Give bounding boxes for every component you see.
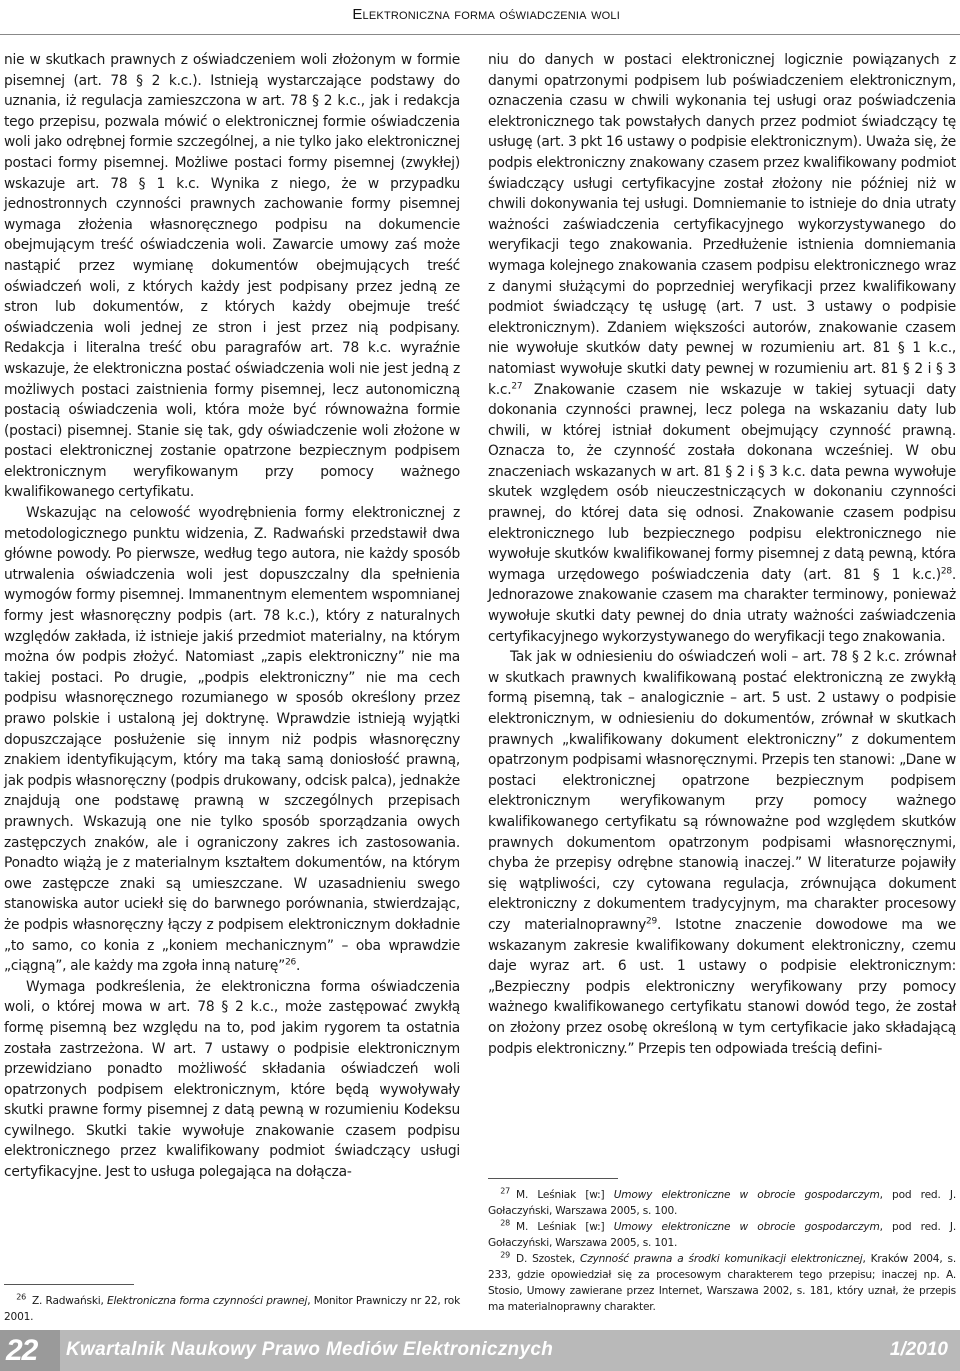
paragraph: Wymaga podkreślenia, że elektroniczna forma oświadczenia woli, o której mowa w art. 78 § 2 k.c., może zastępować zwykłą formę pisemną bez względu na to, pod jakim rygorem ta ostatnia została zastrzeżona. W art. 7 ustawy o podpisie elektronicznym przewidziano ponadto możliwość składania oświadczeń woli opatrzonych podpisem elektronicznym, które będą wywoływały skutki prawne formy pisemnej z datą pewną w rozumieniu Kodeksu cywilnego. Skutki takie wywołuje znakowanie czasem podpisu elektronicznego przez kwalifikowany podmiot świadczący usługi certyfikacyjne. Jest to usługa polegająca na dołącza- <box>4 978 460 1181</box>
footnote-ref[interactable]: 27 <box>511 380 523 391</box>
right-column <box>488 50 956 1059</box>
running-head: Elektroniczna forma oświadczenia woli <box>352 6 620 23</box>
page-number: 22 <box>6 1334 38 1367</box>
footnote-rest: , pod red. J. Gołaczyński, Warszawa 2005, s. 101. <box>488 1221 956 1249</box>
footnotes-left <box>4 1284 460 1325</box>
journal-title: Kwartalnik Naukowy Prawo Mediów Elektronicznych <box>66 1339 554 1360</box>
paragraph <box>488 50 956 647</box>
text-run: niu do danych w postaci elektronicznej logicznie powiązanych z danymi opatrzonymi podpisem lub poświadczeniem elektronicznym, oznaczenia czasu w chwili wykonania tej usługi oraz poświadczenia elektronicznego tak powstałych danych przez podmiot świadczący tę usługę (art. 3 pkt 16 ustawy o podpisie elektronicznym). Uważa się, że podpis elektroniczny znakowany czasem przez kwalifikowany podmiot świadczący usługi certyfikacyjne został złożony nie później niż w chwili dokonywania tej usługi. Domniemanie to istnieje do dnia utraty ważności zaświadczenia certyfikacyjnego wykorzystywanego do weryfikacji tego znakowania. Przedłużenie istnienia domniemania wymaga kolejnego znakowania czasem podpisu elektronicznego wraz z danymi służącymi do poprzedniej weryfikacji przez kwalifikowany podmiot świadczący tę usługę (art. 7 ust. 3 ustawy o podpisie elektronicznym). Zdaniem większości autorów, znakowanie czasem nie wywołuje skutków daty pewnej w rozumieniu art. 81 § 1 k.c., natomiast wywołuje skutki daty pewnej w rozumieniu art. 81 § 2 i § 3 k.c. <box>488 52 956 398</box>
footnotes-right <box>488 1178 956 1315</box>
footnote-title: Elektroniczna forma czynności prawnej <box>106 1295 308 1307</box>
text-run: Tak jak w odniesieniu do oświadczeń woli – art. 78 § 2 k.c. zrównał w skutkach prawnych kwalifikowaną postać elektroniczną ze zwykłą formą pisemną, tak – analogicznie – art. 5 ust. 2 ustawy o podpisie elektronicznym, w odniesieniu do dokumentów, zrównał w skutkach prawnych „kwalifikowany dokument elektroniczny” z dokumentem opatrzonym podpisami własnoręcznymi. Przepis ten stanowi: „Dane w postaci elektronicznej opatrzone bezpiecznym podpisem elektronicznym weryfikowanym przy pomocy ważnego kwalifikowanego certyfikatu są równoważne pod względem skutków prawnych dokumentom opatrzonym podpisami własnoręcznymi, chyba że przepisy odrębne stanowią inaczej.” W literaturze pojawiły się wątpliwości, czy cytowana regulacja, zrównująca dokument elektroniczny z dokumentem tradycyjnym, ma charakter procesowy czy materialnoprawny <box>488 649 956 933</box>
paragraph: nie w skutkach prawnych z oświadczeniem woli złożonym w formie pisemnej (art. 78 § 2 k.c.). Istnieją wystarczające podstawy do uznania, iż regulacja zamieszczona w art. 78 § 2 k.c., jak i redakcja tego przepisu, pozwala mówić o elektronicznej formie oświadczenia woli jako odrębnej formie szczególnej, a nie tylko jako elektronicznej postaci formy pisemnej. Możliwe postaci formy pisemnej (zwykłej) wskazuje art. 78 § 1 k.c. Wynika z niego, że w przypadku jednostronnych czynności prawnych zachowanie formy pisemnej wymaga złożenia własnoręcznego podpisu na dokumencie obejmującym treść oświadczenia woli. Zawarcie umowy zaś może nastąpić przez wymianę dokumentów obejmujących treść oświadczeń woli, z których każdy jest podpisany przez jedną ze stron lub dokumentów, z których każdy obejmuje treść oświadczenia woli jednej ze stron i jest przez nią podpisany. Redakcja i literalna treść obu paragrafów art. 78 k.c. wyraźnie wskazuje, że elektroniczna postać oświadczenia woli nie jest jedną z możliwych postaci zaistnienia formy pisemnej, lecz autonomiczną postacią oświadczenia woli, która może być równoważna formie (postaci) pisemnej. Stanie się tak, gdy oświadczenie woli złożone w postaci elektronicznej zostanie opatrzone bezpiecznym podpisem elektronicznym weryfikowanym przy pomocy ważnego kwalifikowanego certyfikatu. <box>4 52 460 501</box>
footnote-author: Z. Radwański, <box>32 1295 107 1307</box>
footnote-author: D. Szostek, <box>516 1253 581 1265</box>
footnote-number: 29 <box>500 1250 510 1260</box>
footnote-number: 28 <box>500 1218 510 1228</box>
issue-number: 1/2010 <box>889 1339 948 1360</box>
footnote-rule <box>488 1178 618 1179</box>
footnote-ref[interactable]: 29 <box>646 916 657 927</box>
footnote-rest: , pod red. J. Gołaczyński, Warszawa 2005, s. 100. <box>488 1189 956 1217</box>
header-rule <box>0 34 960 35</box>
footer-band <box>0 1330 960 1371</box>
footnote-rule <box>4 1284 134 1285</box>
footnote <box>4 1293 460 1325</box>
paragraph: Wskazując na celowość wyodrębnienia formy elektronicznej z metodologicznego punktu widzenia, Z. Radwański przedstawił dwa główne powody. Po pierwsze, według tego autora, nie każdy sposób utrwalenia oświadczenia woli jest dopuszczalny dla spełnienia wymogów formy pisemnej. Immanentnym elementem wspomnianej formy jest własnoręczny podpis (art. 78 k.c.), który z naturalnych względów zakłada, iż istnieje jakiś przedmiot materialny, na którym można ów podpis złożyć. Natomiast „zapis elektroniczny” nie ma takiej postaci. Po drugie, „podpis elektroniczny” nie ma cech podpisu własnoręcznego rozumianego w sposób określony przez prawo polskie i ustaloną jej doktrynę. Wprawdzie istnieją wyjątki dopuszczające posłużenie się innym niż podpis własnoręczny znakiem identyfikującym, który ma taką samą doniosłość prawną, jak podpis własnoręczny (podpis drukowany, odcisk palca), jednakże znajdują one podstawę prawną w szczególnych przepisach prawnych. Wskazują one nie tylko sposób sporządzania owych zastępczych znaków, ale i ograniczony zakres ich zastosowania. Ponadto wiążą je z materialnym kształtem dokumentów, na którym owe zastępcze znaki są umieszczane. W uzasadnieniu swego stanowiska autor uciekł się do barwnego porównania, stwierdzając, że podpis własnoręczny łączy z podpisem elektronicznym dokładnie „to samo, co konia z „koniem mechanicznym” – oba wprawdzie „ciągną”, ale każdy ma zgoła inną naturę”$^{26}$. <box>4 505 460 975</box>
text-run: . Istotne znaczenie dowodowe ma we wskazanym zakresie kwalifikowany dokument elektroniczny, czemu daje wyraz art. 6 ust. 1 ustawy o podpisie elektronicznym: „Bezpieczny podpis elektroniczny weryfikowany przy pomocy ważnego kwalifikowanego certyfikatu stanowi dowód tego, że został on złożony przez osobę określoną w tym certyfikacie jako składającą podpis elektroniczny.” Przepis ten odpowiada treścią defini- <box>488 916 956 1057</box>
footnote-rest: , Monitor Prawniczy nr 22, rok 2001. <box>4 1295 460 1323</box>
footnote-rest: , Kraków 2004, s. 233, gdzie opowiedział się za procesowym charakterem tego przepisu; inaczej np. A. Stosio, Umowy zawierane przez Internet, Warszawa 2002, s. 181, który uznał, że przepis ma materialnoprawny charakter. <box>488 1253 957 1313</box>
footnote-number: 27 <box>500 1186 510 1196</box>
footnote-title: Umowy elektroniczne w obrocie gospodarczym <box>613 1221 880 1233</box>
footnote-author: M. Leśniak [w:] <box>516 1189 614 1201</box>
footnote <box>488 1251 956 1315</box>
text-run: . Jednorazowe znakowanie czasem ma charakter terminowy, ponieważ wywołuje skutki daty pewnej do dnia utraty ważności zaświadczenia certyfikacyjnego wykorzystywanego do weryfikacji tego znakowania. <box>488 566 956 645</box>
paragraph <box>488 647 956 1059</box>
text-run: Znakowanie czasem nie wskazuje w takiej sytuacji daty dokonania czynności prawnej, lecz polega na wskazaniu daty lub chwili, w której istniał dokument obejmujący czynność prawną. Oznacza to, że czynność została dokonana wcześniej. W obu znaczeniach wskazanych w art. 81 § 2 i § 3 k.c. data pewna wywołuje skutek względem osób nieuczestniczących w dokonaniu czynności prawnej, do której data się odnosi. Znakowanie czasem podpisu elektronicznego lub bezpiecznego podpisu elektronicznego nie wywołuje skutków kwalifikowanej formy pisemnej z datą pewną, która wymaga urzędowego poświadczenia daty (art. 81 § 1 k.c.) <box>488 381 956 583</box>
footnote-ref[interactable]: 28 <box>940 566 952 577</box>
footnote <box>488 1219 956 1251</box>
left-column <box>4 50 460 1183</box>
text-run: . <box>296 958 301 975</box>
footnote-title: Umowy elektroniczne w obrocie gospodarczym <box>613 1189 880 1201</box>
footnote <box>488 1187 956 1219</box>
footnote-number: 26 <box>16 1292 26 1302</box>
footnote-ref[interactable]: 26 <box>285 957 297 968</box>
footnote-author: M. Leśniak [w:] <box>516 1221 614 1233</box>
footnote-title: Czynność prawna a środki komunikacji elektronicznej <box>580 1253 863 1265</box>
